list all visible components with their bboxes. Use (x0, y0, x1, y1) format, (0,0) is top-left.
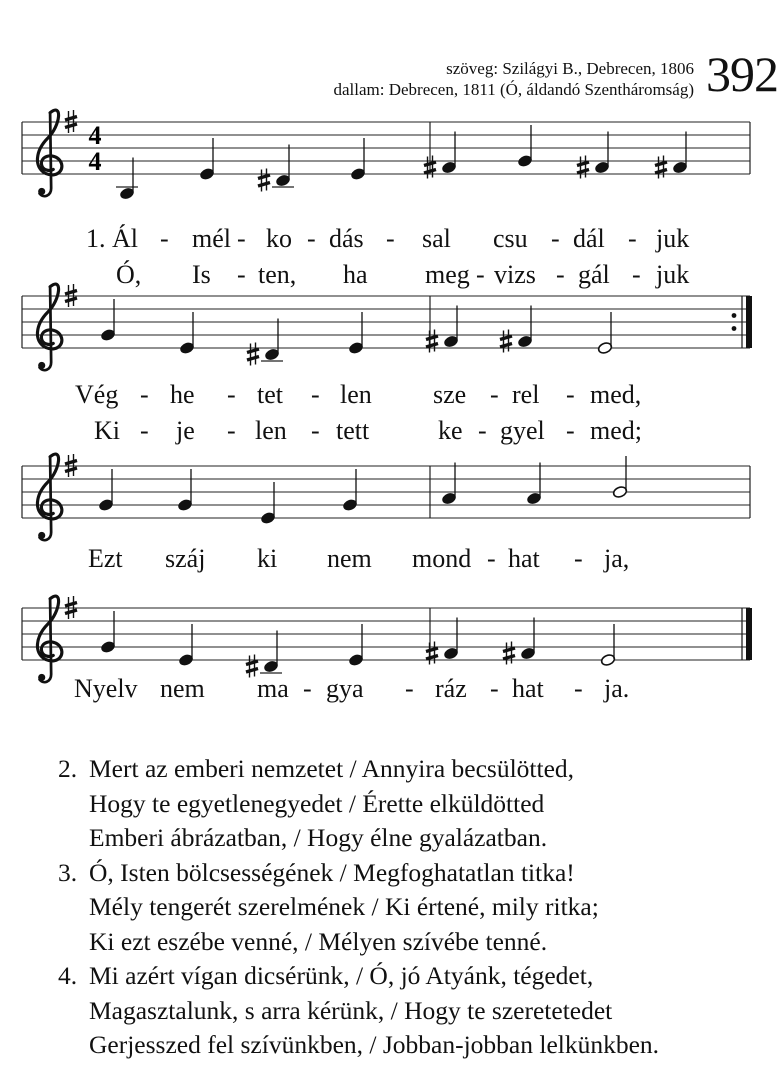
lyric-syllable: mond (412, 544, 472, 573)
final-barline-thick (746, 608, 752, 660)
sharp-stroke (503, 656, 515, 660)
lyric-syllable: Is (192, 260, 211, 289)
treble-clef-dot (38, 532, 45, 539)
lyric-hyphen: - (487, 544, 496, 573)
lyric-hyphen: - (227, 416, 236, 445)
lyric-syllable: ja, (604, 544, 630, 573)
note-A4-quarter (526, 463, 542, 506)
sharp-stroke (426, 344, 438, 348)
sharp-stroke (258, 183, 270, 187)
note-A4-quarter (441, 463, 457, 506)
lyric-syllable: juk (656, 260, 690, 289)
lyric-hyphen: - (628, 224, 637, 253)
lyric-hyphen: - (311, 416, 320, 445)
verse-number: 3. (58, 857, 78, 887)
lyric-hyphen: - (490, 674, 499, 703)
melody-credit: dallam: Debrecen, 1811 (Ó, áldandó Szentháromság) (333, 80, 694, 99)
sharp-stroke (65, 461, 77, 465)
note-B3-quarter (116, 158, 138, 201)
note-G4-quarter (177, 469, 193, 512)
verse-text-line: Ki ezt eszébe venné, / Mélyen szívébe tenné. (89, 926, 548, 956)
lyric-syllable: hat (512, 674, 544, 703)
time-signature-denominator: 4 (88, 147, 102, 176)
sharp-stroke (65, 610, 77, 614)
sharp-stroke (247, 357, 259, 361)
music-staff-system-1 (0, 108, 784, 218)
note-E4-half (600, 624, 616, 667)
lyric-hyphen: - (476, 260, 485, 289)
lyric-hyphen: - (490, 380, 499, 409)
lyric-syllable: tet (257, 380, 283, 409)
verse-text-line: Mi azért vígan dicsérünk, / Ó, jó Atyánk, tégedet, (89, 961, 594, 990)
verse-text-line: Mély tengerét szerelmének / Ki értené, mily ritka; (89, 892, 599, 921)
note-E4-quarter (179, 312, 195, 355)
note-Dsharp4-quarter (258, 145, 294, 192)
treble-clef-dot (38, 674, 45, 681)
sharp-stroke (246, 669, 258, 673)
treble-clef-icon (37, 110, 61, 196)
repeat-dot (732, 326, 737, 331)
verse-2-line-2 (58, 787, 659, 822)
lyric-syllable: je (176, 416, 195, 445)
sharp-stroke (65, 298, 77, 302)
note-E4-quarter (178, 624, 194, 667)
verse-4-line-3 (58, 1028, 659, 1063)
repeat-dot (732, 313, 737, 318)
verse-text-line: Magasztalunk, s arra kérünk, / Hogy te szeretetedet (89, 995, 613, 1025)
lyric-hyphen: - (307, 224, 316, 253)
verse-number: 2. (58, 754, 78, 783)
treble-clef-stem (40, 457, 52, 540)
lyric-syllable: len (255, 416, 287, 445)
lyric-hyphen: - (405, 674, 414, 703)
note-B4-half (612, 456, 628, 499)
header-credits (334, 58, 695, 100)
verse-number: 4. (58, 961, 78, 990)
note-E4-quarter (199, 138, 215, 181)
lyric-hyphen: - (574, 544, 583, 573)
note-G4-quarter (342, 469, 358, 512)
sharp-stroke (65, 603, 77, 607)
lyric-syllable: ja. (604, 674, 630, 703)
lyric-hyphen: - (160, 224, 169, 253)
accidental-sharp-icon (426, 642, 438, 665)
sharp-stroke (655, 170, 667, 174)
verse-4-line-1 (58, 959, 659, 994)
lyric-syllable: len (340, 380, 372, 409)
sharp-stroke (655, 162, 667, 166)
treble-clef-icon (37, 284, 61, 370)
lyric-syllable: ten, (258, 260, 297, 289)
verse-text-line: Gerjesszed fel szívünkben, / Jobban-jobban lelkünkben. (89, 1030, 660, 1059)
verse-4-line-2 (58, 994, 659, 1029)
hymn-number: 392 (706, 46, 778, 102)
treble-clef-stem (40, 113, 52, 196)
note-Fsharp4-quarter (655, 132, 688, 179)
lyric-hyphen: - (556, 260, 565, 289)
note-G4-quarter (100, 611, 116, 654)
sharp-stroke (424, 162, 436, 166)
lyric-hyphen: - (303, 674, 312, 703)
note-E4-quarter (348, 312, 364, 355)
lyric-hyphen: - (478, 416, 487, 445)
note-Fsharp4-quarter (577, 132, 610, 179)
lyric-syllable: hat (508, 544, 540, 573)
lyric-syllable: sze (433, 380, 467, 409)
treble-clef-stem (40, 599, 52, 682)
sharp-stroke (65, 117, 77, 121)
note-E4-quarter (350, 138, 366, 181)
note-Fsharp4-quarter (424, 132, 457, 179)
lyric-hyphen: - (140, 416, 149, 445)
final-barline-thick (746, 296, 752, 348)
lyric-hyphen: - (566, 380, 575, 409)
lyric-syllable: sal (422, 224, 451, 253)
lyric-hyphen: - (237, 224, 246, 253)
lyric-syllable: dál (573, 224, 605, 253)
lyric-hyphen: - (551, 224, 560, 253)
treble-clef-dot (38, 362, 45, 369)
lyric-syllable: vizs (494, 260, 536, 289)
lyric-hyphen: - (632, 260, 641, 289)
lyric-syllable: med, (590, 380, 642, 409)
lyric-hyphen: - (237, 260, 246, 289)
note-G4-quarter (100, 299, 116, 342)
sharp-stroke (424, 170, 436, 174)
accidental-sharp-icon (247, 343, 259, 366)
verse-text-line: Ó, Isten bölcsességének / Megfoghatatlan titka! (89, 857, 575, 887)
note-Fsharp4-quarter (426, 618, 459, 665)
note-G4-quarter (98, 469, 114, 512)
verse-text-line: Hogy te egyetlenegyedet / Érette elküldötted (89, 788, 545, 818)
note-Fsharp4-quarter (426, 306, 459, 353)
lyric-syllable: Ki (94, 416, 120, 445)
lyric-syllable: Nyelv (74, 674, 138, 703)
sharp-stroke (65, 124, 77, 128)
sharp-stroke (247, 349, 259, 353)
sharp-stroke (500, 344, 512, 348)
sharp-stroke (246, 661, 258, 665)
sharp-stroke (577, 162, 589, 166)
lyric-syllable: Ó, (116, 260, 142, 289)
verse-text-line: Emberi ábrázatban, / Hogy élne gyalázatban. (89, 823, 548, 852)
accidental-sharp-icon (500, 330, 512, 353)
lyric-syllable: nem (160, 674, 205, 703)
lyric-syllable: he (170, 380, 195, 409)
sharp-stroke (500, 336, 512, 340)
lyric-hyphen: - (566, 416, 575, 445)
text-credit: szöveg: Szilágyi B., Debrecen, 1806 (446, 59, 694, 78)
accidental-sharp-icon (426, 330, 438, 353)
verse-text-line: Mert az emberi nemzetet / Annyira becsülötted, (89, 754, 575, 783)
staff-lines (22, 466, 750, 518)
staff-lines (22, 608, 750, 660)
lyric-syllable: gya (326, 674, 364, 703)
lyric-hyphen: - (386, 224, 395, 253)
accidental-sharp-icon (655, 156, 667, 179)
verse-2-line-1 (58, 752, 659, 787)
accidental-sharp-icon (577, 156, 589, 179)
verse-2-line-3 (58, 821, 659, 856)
lyric-syllable: rel (512, 380, 540, 409)
sharp-stroke (65, 291, 77, 295)
note-Dsharp4-quarter (246, 631, 282, 678)
staff-lines (22, 122, 750, 174)
treble-clef-icon (37, 454, 61, 540)
lyric-syllable: ke (438, 416, 463, 445)
note-Fsharp4-quarter (503, 618, 536, 665)
lyric-hyphen: - (227, 380, 236, 409)
time-signature-numerator: 4 (88, 121, 102, 150)
lyric-syllable: ráz (435, 674, 467, 703)
lyric-syllable: ha (343, 260, 368, 289)
verse-3-line-2 (58, 890, 659, 925)
verse-3-line-3 (58, 925, 659, 960)
lyric-syllable: száj (165, 544, 206, 573)
music-staff-system-2 (0, 282, 784, 392)
lyric-syllable: Ezt (88, 544, 123, 573)
accidental-sharp-icon (258, 169, 270, 192)
sharp-stroke (65, 468, 77, 472)
lyric-syllable: ki (257, 544, 278, 573)
note-Fsharp4-quarter (500, 306, 533, 353)
lyric-syllable: ko (266, 224, 292, 253)
lyric-syllable: ma (257, 674, 289, 703)
lyric-syllable: tett (336, 416, 370, 445)
lyric-syllable: dás (329, 224, 364, 253)
treble-clef-icon (37, 596, 61, 682)
treble-clef-stem (40, 287, 52, 370)
note-E4-half (597, 312, 613, 355)
lyric-syllable: 1. Ál (86, 224, 138, 253)
lyric-syllable: meg (425, 260, 470, 289)
lyric-hyphen: - (311, 380, 320, 409)
sharp-stroke (426, 648, 438, 652)
staff-lines (22, 296, 750, 348)
note-Dsharp4-quarter (247, 319, 283, 366)
lyric-syllable: nem (327, 544, 372, 573)
lyric-syllable: csu (493, 224, 528, 253)
accidental-sharp-icon (503, 642, 515, 665)
sharp-stroke (503, 648, 515, 652)
lyric-hyphen: - (574, 674, 583, 703)
lyric-syllable: mél (192, 224, 231, 253)
lyric-syllable: gál (578, 260, 610, 289)
sharp-stroke (426, 336, 438, 340)
treble-clef-dot (38, 188, 45, 195)
note-E4-quarter (260, 482, 276, 525)
lyric-syllable: Vég (75, 380, 119, 409)
sharp-stroke (426, 656, 438, 660)
lyric-syllable: med; (590, 416, 642, 445)
sharp-stroke (577, 170, 589, 174)
lyric-syllable: gyel (500, 416, 545, 445)
verses-text (58, 752, 659, 1063)
sharp-stroke (258, 175, 270, 179)
lyric-syllable: juk (656, 224, 690, 253)
note-E4-quarter (348, 624, 364, 667)
lyric-hyphen: - (140, 380, 149, 409)
note-G4-quarter (517, 125, 533, 168)
verse-3-line-1 (58, 856, 659, 891)
